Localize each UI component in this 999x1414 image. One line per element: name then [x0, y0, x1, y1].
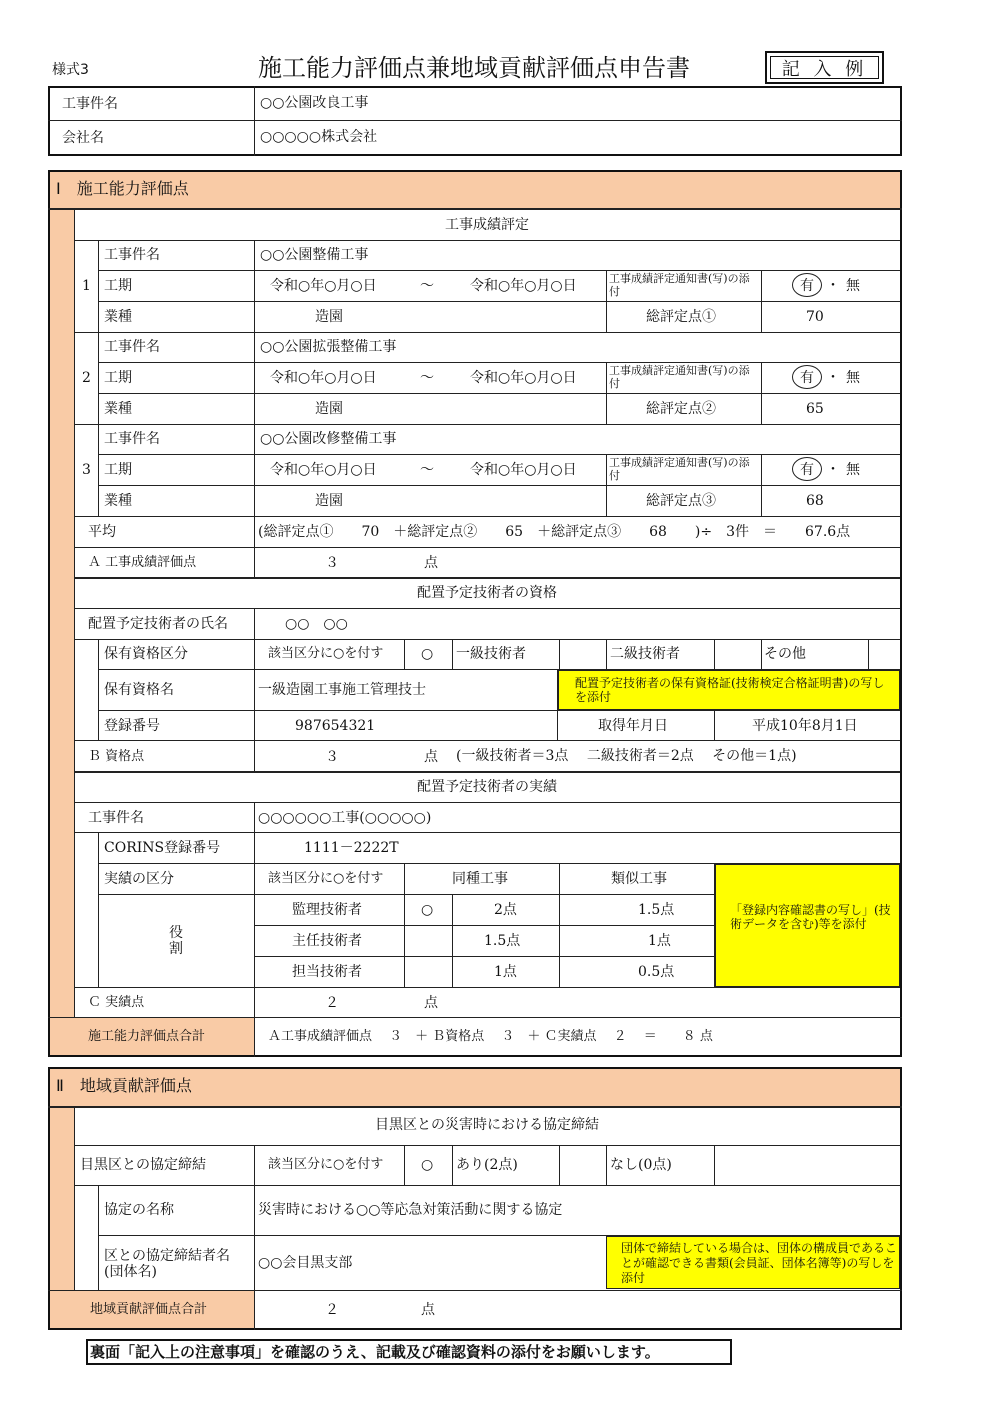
role-same-points: 1点: [494, 964, 517, 980]
record-name: ○○公園拡張整備工事: [260, 339, 397, 355]
role-same-points: 2点: [494, 902, 517, 918]
record-score-label: 総評定点③: [646, 493, 716, 509]
notice-separator: ・: [826, 370, 840, 386]
role-similar-points: 1点: [648, 933, 671, 949]
record-number: 2: [82, 370, 91, 386]
notice-no: 無: [846, 370, 860, 386]
notice-label: 工事成績評定通知書(写)の添付: [609, 456, 750, 482]
record-name-label: 工事件名: [104, 339, 160, 355]
average-formula: (総評定点① 70 ＋総評定点② 65 ＋総評定点③ 68 )÷ 3件 ＝ 67.6点: [258, 524, 851, 540]
section2-total-label: 地域貢献評価点合計: [90, 1302, 208, 1317]
footer-note-box: [86, 1339, 732, 1365]
qual-note: 配置予定技術者の保有資格証(技術検定合格証明書)の写しを添付: [575, 676, 885, 704]
signatory: ○○会目黒支部: [258, 1255, 353, 1271]
role-label: 役 割: [169, 925, 183, 957]
role-name: 監理技術者: [292, 902, 362, 918]
same-work-label: 同種工事: [452, 871, 508, 887]
notice-separator: ・: [826, 278, 840, 294]
qual-class-label: 保有資格区分: [104, 646, 188, 662]
record-period-label: 工期: [104, 370, 132, 386]
record-note: 「登録内容確認書の写し」(技術データを含む)等を添付: [730, 903, 891, 931]
record-score-label: 総評定点①: [646, 309, 716, 325]
c-score-unit: 点: [424, 995, 438, 1011]
b-score-label: Ｂ 資格点: [88, 749, 145, 764]
project-name-label: 工事件名: [62, 96, 118, 112]
b-score-value: ３: [325, 749, 339, 765]
a-score-unit: 点: [424, 555, 438, 571]
record-type: 造園: [315, 493, 343, 509]
record-type-label: 業種: [104, 493, 132, 509]
section2-total-unit: 点: [421, 1302, 435, 1318]
qual-level1: 一級技術者: [456, 646, 526, 662]
section1-total-label: 施工能力評価点合計: [88, 1029, 206, 1044]
agreement-label: 目黒区との協定締結: [80, 1157, 206, 1173]
record-start-date: 令和○年○月○日: [270, 370, 377, 386]
group-note-box: [606, 1236, 900, 1289]
record-number: 3: [82, 462, 91, 478]
a-score-label: Ａ 工事成績評価点: [88, 555, 197, 570]
record-start-date: 令和○年○月○日: [270, 278, 377, 294]
rec-project-label: 工事件名: [88, 810, 144, 826]
record-end-date: 令和○年○月○日: [470, 370, 577, 386]
agreement-no-option: なし(0点): [610, 1157, 672, 1173]
role-mark: ○: [421, 902, 434, 918]
agreement-name: 災害時における○○等応急対策活動に関する協定: [258, 1202, 563, 1218]
notice-yes: 有: [800, 370, 814, 386]
company-name-value: ○○○○○株式会社: [260, 129, 378, 145]
record-header: 配置予定技術者の実績: [417, 779, 557, 795]
role-name: 担当技術者: [292, 964, 362, 980]
perf-header: 工事成績評定: [445, 217, 529, 233]
acquired-date: 平成10年8月1日: [752, 718, 858, 734]
record-score: 65: [806, 401, 824, 417]
similar-work-label: 類似工事: [611, 871, 667, 887]
section2-header: 目黒区との災害時における協定締結: [375, 1117, 599, 1133]
record-note-box: [715, 864, 900, 987]
reg-no-label: 登録番号: [104, 718, 160, 734]
notice-no: 無: [846, 462, 860, 478]
example-badge: 記 入 例: [765, 51, 884, 84]
signatory-label: 区との協定締結者名 (団体名): [104, 1248, 230, 1280]
engineer-name: ○○ ○○: [285, 616, 348, 632]
record-period-tilde: ～: [420, 462, 434, 478]
agreement-name-label: 協定の名称: [104, 1202, 174, 1218]
record-score: 68: [806, 493, 824, 509]
qual-note-box: [558, 670, 900, 710]
qual-selected-mark: ○: [421, 646, 434, 662]
record-type: 造園: [315, 401, 343, 417]
reg-no: 987654321: [295, 718, 376, 734]
engineer-name-label: 配置予定技術者の氏名: [88, 616, 228, 632]
role-same-points: 1.5点: [484, 933, 521, 949]
b-score-unit: 点: [424, 749, 438, 765]
notice-no: 無: [846, 278, 860, 294]
record-period-label: 工期: [104, 278, 132, 294]
qual-name-label: 保有資格名: [104, 682, 174, 698]
qual-level2: 二級技術者: [610, 646, 680, 662]
record-end-date: 令和○年○月○日: [470, 462, 577, 478]
record-period-tilde: ～: [420, 278, 434, 294]
notice-label: 工事成績評定通知書(写)の添付: [609, 272, 750, 298]
record-score-label: 総評定点②: [646, 401, 716, 417]
record-score: 70: [806, 309, 824, 325]
notice-separator: ・: [826, 462, 840, 478]
notice-label: 工事成績評定通知書(写)の添付: [609, 364, 750, 390]
info-box: [48, 86, 902, 156]
a-score-value: ３: [325, 555, 339, 571]
record-number: 1: [82, 278, 91, 294]
agreement-hint: 該当区分に○を付す: [268, 1157, 384, 1172]
rec-project: ○○○○○○工事(○○○○○): [258, 810, 432, 826]
record-period-label: 工期: [104, 462, 132, 478]
agreement-yes-option: あり(2点): [456, 1157, 518, 1173]
role-name: 主任技術者: [292, 933, 362, 949]
group-note: 団体で締結している場合は、団体の構成員であることが確認できる書類(会員証、団体名簿等)の写しを添付: [621, 1241, 898, 1285]
notice-yes: 有: [800, 278, 814, 294]
record-name-label: 工事件名: [104, 431, 160, 447]
b-score-note: (一級技術者＝3点 二級技術者＝2点 その他＝1点): [456, 748, 797, 764]
record-name: ○○公園整備工事: [260, 247, 369, 263]
record-type: 造園: [315, 309, 343, 325]
qual-other: その他: [764, 646, 806, 662]
qual-header: 配置予定技術者の資格: [417, 585, 557, 601]
qual-name: 一級造園工事施工管理技士: [258, 682, 426, 698]
c-score-label: Ｃ 実績点: [88, 995, 145, 1010]
record-start-date: 令和○年○月○日: [270, 462, 377, 478]
record-name: ○○公園改修整備工事: [260, 431, 397, 447]
role-similar-points: 1.5点: [638, 902, 675, 918]
record-end-date: 令和○年○月○日: [470, 278, 577, 294]
form-number: 様式3: [52, 62, 89, 78]
record-period-tilde: ～: [420, 370, 434, 386]
footer-note: 裏面「記入上の注意事項」を確認のうえ、記載及び確認資料の添付をお願いします。: [90, 1343, 660, 1361]
qual-class-hint: 該当区分に○を付す: [268, 646, 384, 661]
record-type-label: 業種: [104, 309, 132, 325]
project-name-value: ○○公園改良工事: [260, 95, 369, 111]
record-name-label: 工事件名: [104, 247, 160, 263]
average-label: 平均: [88, 524, 116, 540]
corins-label: CORINS登録番号: [104, 840, 221, 856]
rec-class-label: 実績の区分: [104, 871, 174, 887]
rec-class-hint: 該当区分に○を付す: [268, 871, 384, 886]
acquired-label: 取得年月日: [598, 718, 668, 734]
section1-title: Ⅰ 施工能力評価点: [56, 179, 189, 198]
corins-value: 1111－2222T: [304, 840, 399, 856]
company-name-label: 会社名: [62, 130, 104, 146]
notice-yes: 有: [800, 462, 814, 478]
section2-title: Ⅱ 地域貢献評価点: [56, 1076, 192, 1095]
section2-total-value: ２: [325, 1302, 339, 1318]
agreement-mark: ○: [421, 1157, 434, 1173]
record-type-label: 業種: [104, 401, 132, 417]
page-title: 施工能力評価点兼地域貢献評価点申告書: [258, 54, 690, 82]
section1-total-formula: Ａ工事成績評価点 ３ ＋ Ｂ資格点 ３ ＋ Ｃ実績点 ２ ＝ ８ 点: [268, 1029, 713, 1044]
c-score-value: ２: [325, 995, 339, 1011]
role-similar-points: 0.5点: [638, 964, 675, 980]
